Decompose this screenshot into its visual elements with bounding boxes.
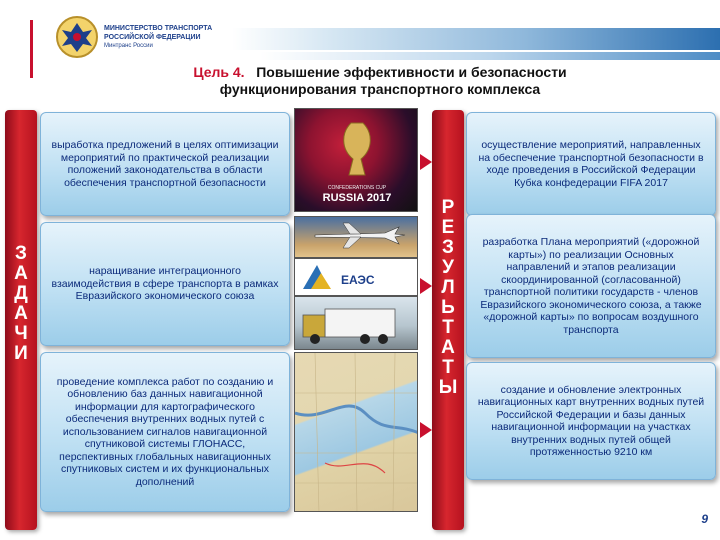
vertical-letter: Ы [438, 377, 458, 398]
result-box-1 [466, 112, 716, 216]
title-line-1: Повышение эффективности и безопасности [256, 64, 567, 80]
vertical-letter: У [442, 257, 454, 278]
task-text-3: проведение комплекса работ по созданию и обновлению баз данных навигационной информации для картографического обеспечения внутренних водных путей с использованием сигналов навигационной спутниковой системы ГЛОНАСС, перспективных глобальных навигационных спутниковых систем и их функциональных дополнений [56, 375, 274, 488]
header-accent-bar [30, 20, 33, 78]
navigation-map-image [294, 352, 418, 512]
task-text-1: выработка предложений в целях оптимизации мероприятий по практической реализации положений законодательства в области обеспечения транспортной безопасности [51, 139, 279, 189]
tasks-vertical-label [5, 244, 37, 364]
title-line-2: функционирования транспортного комплекса [219, 81, 541, 97]
eaeu-logo-image [294, 258, 418, 296]
vertical-letter: Ч [14, 323, 28, 344]
truck-icon [295, 297, 418, 350]
org-line-1: МИНИСТЕРСТВО ТРАНСПОРТА [104, 25, 213, 32]
fifa-confederations-cup-image [294, 108, 418, 212]
river-map-icon [295, 353, 418, 512]
vertical-letter: А [14, 263, 28, 284]
result-text-2: разработка Плана мероприятий («дорожной карты») по реализации Основных направлений и этапов реализации скоординированной (согласованной) транспортной политики государств - членов Евразийского экономического союза, а также «дорожной карты» по вопросам воздушного транспорта [480, 236, 702, 336]
page-title [100, 64, 660, 98]
vertical-letter: Р [441, 197, 455, 218]
vertical-letter: А [14, 303, 28, 324]
airplane-icon [295, 217, 418, 258]
arrow-right-icon [420, 278, 432, 294]
result-text-1: осуществление мероприятий, направленных на обеспечение транспортной безопасности в ходе проведения в Российской Федерации Кубка конфедерации FIFA 2017 [478, 139, 704, 189]
vertical-letter: Д [14, 283, 28, 304]
airplane-image [294, 216, 418, 258]
fifa-text: RUSSIA 2017 [322, 192, 392, 204]
coat-of-arms-icon [54, 14, 100, 60]
ministry-logo-text [104, 24, 234, 51]
vertical-letter: З [442, 237, 454, 258]
eaes-text: ЕАЭС [341, 273, 375, 287]
task-text-2: наращивание интеграционного взаимодействия в сфере транспорта в рамках Евразийского экономического союза [51, 265, 279, 303]
results-vertical-label [432, 198, 464, 398]
vertical-letter: Т [442, 317, 454, 338]
arrow-right-icon [420, 422, 432, 438]
header-stripe-secondary [260, 52, 720, 60]
org-line-2: РОССИЙСКОЙ ФЕДЕРАЦИИ [104, 34, 201, 41]
title-prefix: Цель 4. [193, 64, 245, 80]
eaeu-logo-icon [295, 259, 418, 296]
vertical-letter: Ь [441, 297, 455, 318]
org-line-3: Минтранс России [104, 43, 153, 49]
truck-image [294, 296, 418, 350]
header-stripe [232, 28, 720, 50]
task-box-2 [40, 222, 290, 346]
page-number: 9 [701, 512, 708, 526]
result-box-2 [466, 214, 716, 358]
arrow-right-icon [420, 154, 432, 170]
vertical-letter: Е [441, 217, 455, 238]
vertical-letter: Т [442, 357, 454, 378]
vertical-letter: И [14, 343, 28, 364]
fifa-trophy-icon [295, 109, 418, 212]
task-box-1 [40, 112, 290, 216]
vertical-letter: А [441, 337, 455, 358]
result-box-3 [466, 362, 716, 480]
task-box-3 [40, 352, 290, 512]
fifa-caption: CONFEDERATIONS CUP [327, 185, 387, 191]
result-text-3: создание и обновление электронных навигационных карт внутренних водных путей Российской Федерации и базы данных навигационной информации на участках внутренних водных путей общей протяженностью 9210 км [477, 383, 705, 458]
vertical-letter: Л [441, 277, 455, 298]
vertical-letter: З [15, 243, 27, 264]
